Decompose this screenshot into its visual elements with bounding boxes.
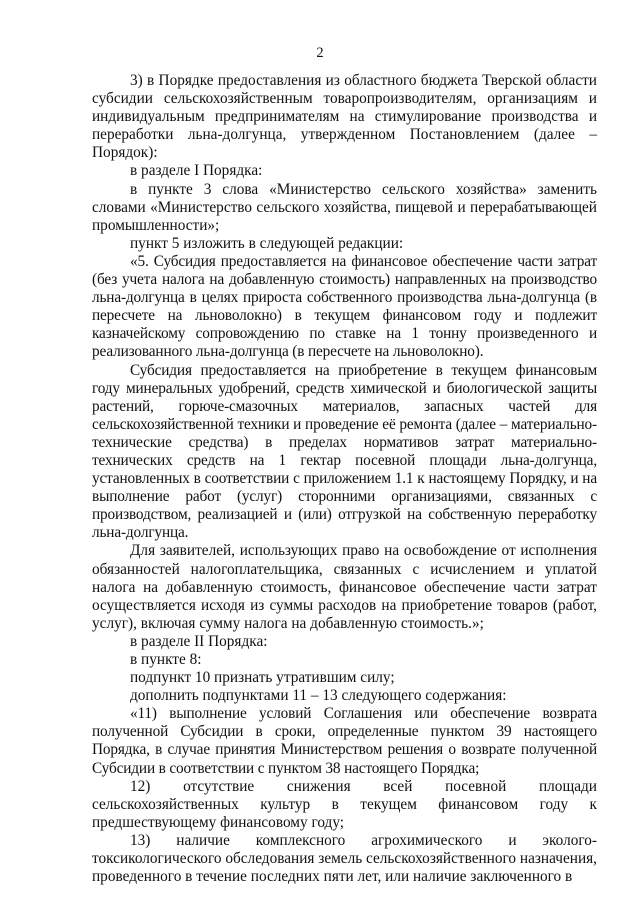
paragraph-section-1: в разделе I Порядка: [130, 162, 263, 180]
paragraph-item-3: 3) в Порядке предоставления из областного бюджета Тверской области субсидии сельскохозяйственным товаропроизводителям, организациям и индивидуальным предпринимателям на стимулирование производства и переработки льна-долгунца, утвержденном Постановлением (далее – Порядок): [92, 72, 597, 162]
paragraph-add-subpoints: дополнить подпунктами 11 – 13 следующего содержания: [130, 687, 507, 705]
page-number: 2 [316, 45, 324, 61]
paragraph-point-3-change: в пункте 3 слова «Министерство сельского хозяйства» заменить словами «Министерство сельского хозяйства, пищевой и перерабатывающей промышленности»; [92, 180, 597, 234]
paragraph-point-5-text: «5. Субсидия предоставляется на финансовое обеспечение части затрат (без учета налога на добавленную стоимость) направленных на производство льна-долгунца в целях прироста собственного производства льна-долгунца (в пересчете на льноволокно) в текущем финансовом году и подлежит казначейскому сопровождению по ставке на 1 тонну произведенного и реализованного льна-долгунца (в пересчете на льноволокно). [92, 252, 597, 361]
paragraph-subpoint-11: «11) выполнение условий Соглашения или обеспечение возврата полученной Субсидии в сроки, определенные пунктом 39 настоящего Порядка, в случае принятия Министерством решения о возврате полученной Субсидии в соответствии с пунктом 38 настоящего Порядка; [92, 705, 597, 777]
paragraph-subpoint-12: 12) отсутствие снижения всей посевной площади сельскохозяйственных культур в текущем финансовом году к предшествующему финансовому году; [92, 777, 597, 831]
paragraph-subpoint-10: подпункт 10 признать утратившим силу; [130, 669, 395, 687]
paragraph-subpoint-13: 13) наличие комплексного агрохимического и эколого-токсикологического обследования земель сельскохозяйственного назначения, проведенного в течение последних пяти лет, или наличие заключенного в [92, 831, 597, 886]
paragraph-point-8: в пункте 8: [130, 651, 202, 668]
paragraph-section-2: в разделе II Порядка: [130, 632, 268, 650]
document-body [92, 72, 597, 886]
paragraph-point-5-intro: пункт 5 изложить в следующей редакции: [130, 234, 404, 252]
paragraph-subsidy-purchase: Субсидия предоставляется на приобретение в текущем финансовым году минеральных удобрений, средств химической и биологической защиты растений, горюче-смазочных материалов, запасных частей для сельскохозяйственной техники и проведение её ремонта (далее – материально-технические средства) в пределах нормативов затрат материально-технических средств на 1 гектар посевной площади льна-долгунца, установленных в соответствии с приложением 1.1 к настоящему Порядку, и на выполнение работ (услуг) сторонними организациями, связанных с производством, реализацией и (или) отгрузкой на собственную переработку льна-долгунца. [92, 361, 597, 542]
paragraph-vat-exemption: Для заявителей, использующих право на освобождение от исполнения обязанностей налогоплательщика, связанных с исчислением и уплатой налога на добавленную стоимость, финансовое обеспечение части затрат осуществляется исходя из суммы расходов на приобретение товаров (работ, услуг), включая сумму налога на добавленную стоимость.»; [92, 542, 597, 632]
